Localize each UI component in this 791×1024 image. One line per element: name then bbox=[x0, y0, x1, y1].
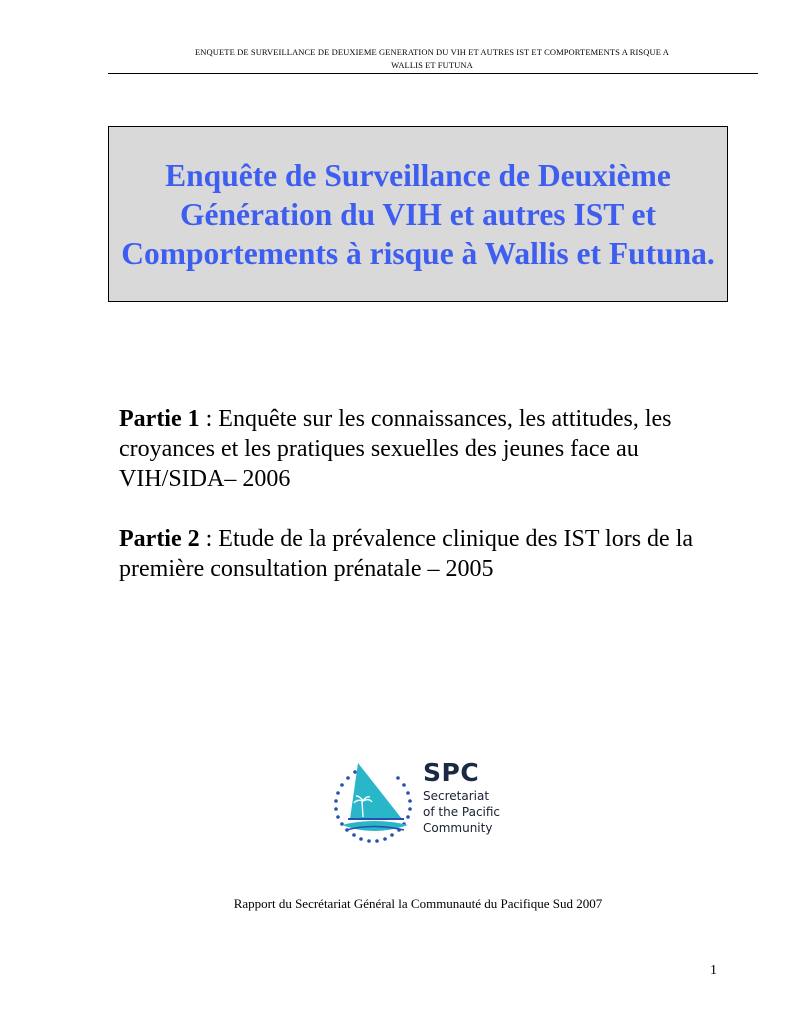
logo-line-1: Secretariat bbox=[423, 789, 490, 803]
running-header-line-2: WALLIS ET FUTUNA bbox=[391, 60, 473, 70]
spc-wordmark bbox=[423, 758, 500, 836]
running-header bbox=[108, 46, 756, 72]
part-1-separator: : bbox=[199, 406, 219, 432]
logo-line-2: of the Pacific bbox=[423, 805, 501, 819]
logo-abbreviation: SPC bbox=[423, 758, 480, 787]
part-1-description bbox=[119, 404, 749, 494]
page-number: 1 bbox=[710, 963, 717, 978]
part-2-separator: : bbox=[199, 526, 219, 552]
title-line-2: Génération du VIH et autres IST et bbox=[179, 196, 657, 232]
part-2-description bbox=[119, 524, 749, 584]
part-2-text: Etude de la prévalence clinique des IST lors de la première consultation prénatale – 2005 bbox=[119, 526, 694, 582]
title-line-1: Enquête de Surveillance de Deuxième bbox=[165, 157, 671, 193]
logo-line-3: Community bbox=[423, 821, 493, 835]
part-1-text: Enquête sur les connaissances, les attitudes, les croyances et les pratiques sexuelles des jeunes face au VIH/SIDA– 2006 bbox=[119, 406, 672, 492]
title-box bbox=[108, 126, 728, 302]
part-1-label: Partie 1 bbox=[119, 406, 200, 432]
report-note: Rapport du Secrétariat Général la Communauté du Pacifique Sud 2007 bbox=[233, 896, 603, 911]
title-line-3: Comportements à risque à Wallis et Futuna. bbox=[121, 235, 715, 271]
document-title bbox=[115, 156, 721, 273]
header-rule bbox=[108, 73, 758, 74]
running-header-line-1: ENQUETE DE SURVEILLANCE DE DEUXIEME GENERATION DU VIH ET AUTRES IST ET COMPORTEMENTS A RISQUE A bbox=[195, 47, 669, 57]
sail-icon bbox=[350, 763, 402, 819]
part-2-label: Partie 2 bbox=[119, 526, 200, 552]
